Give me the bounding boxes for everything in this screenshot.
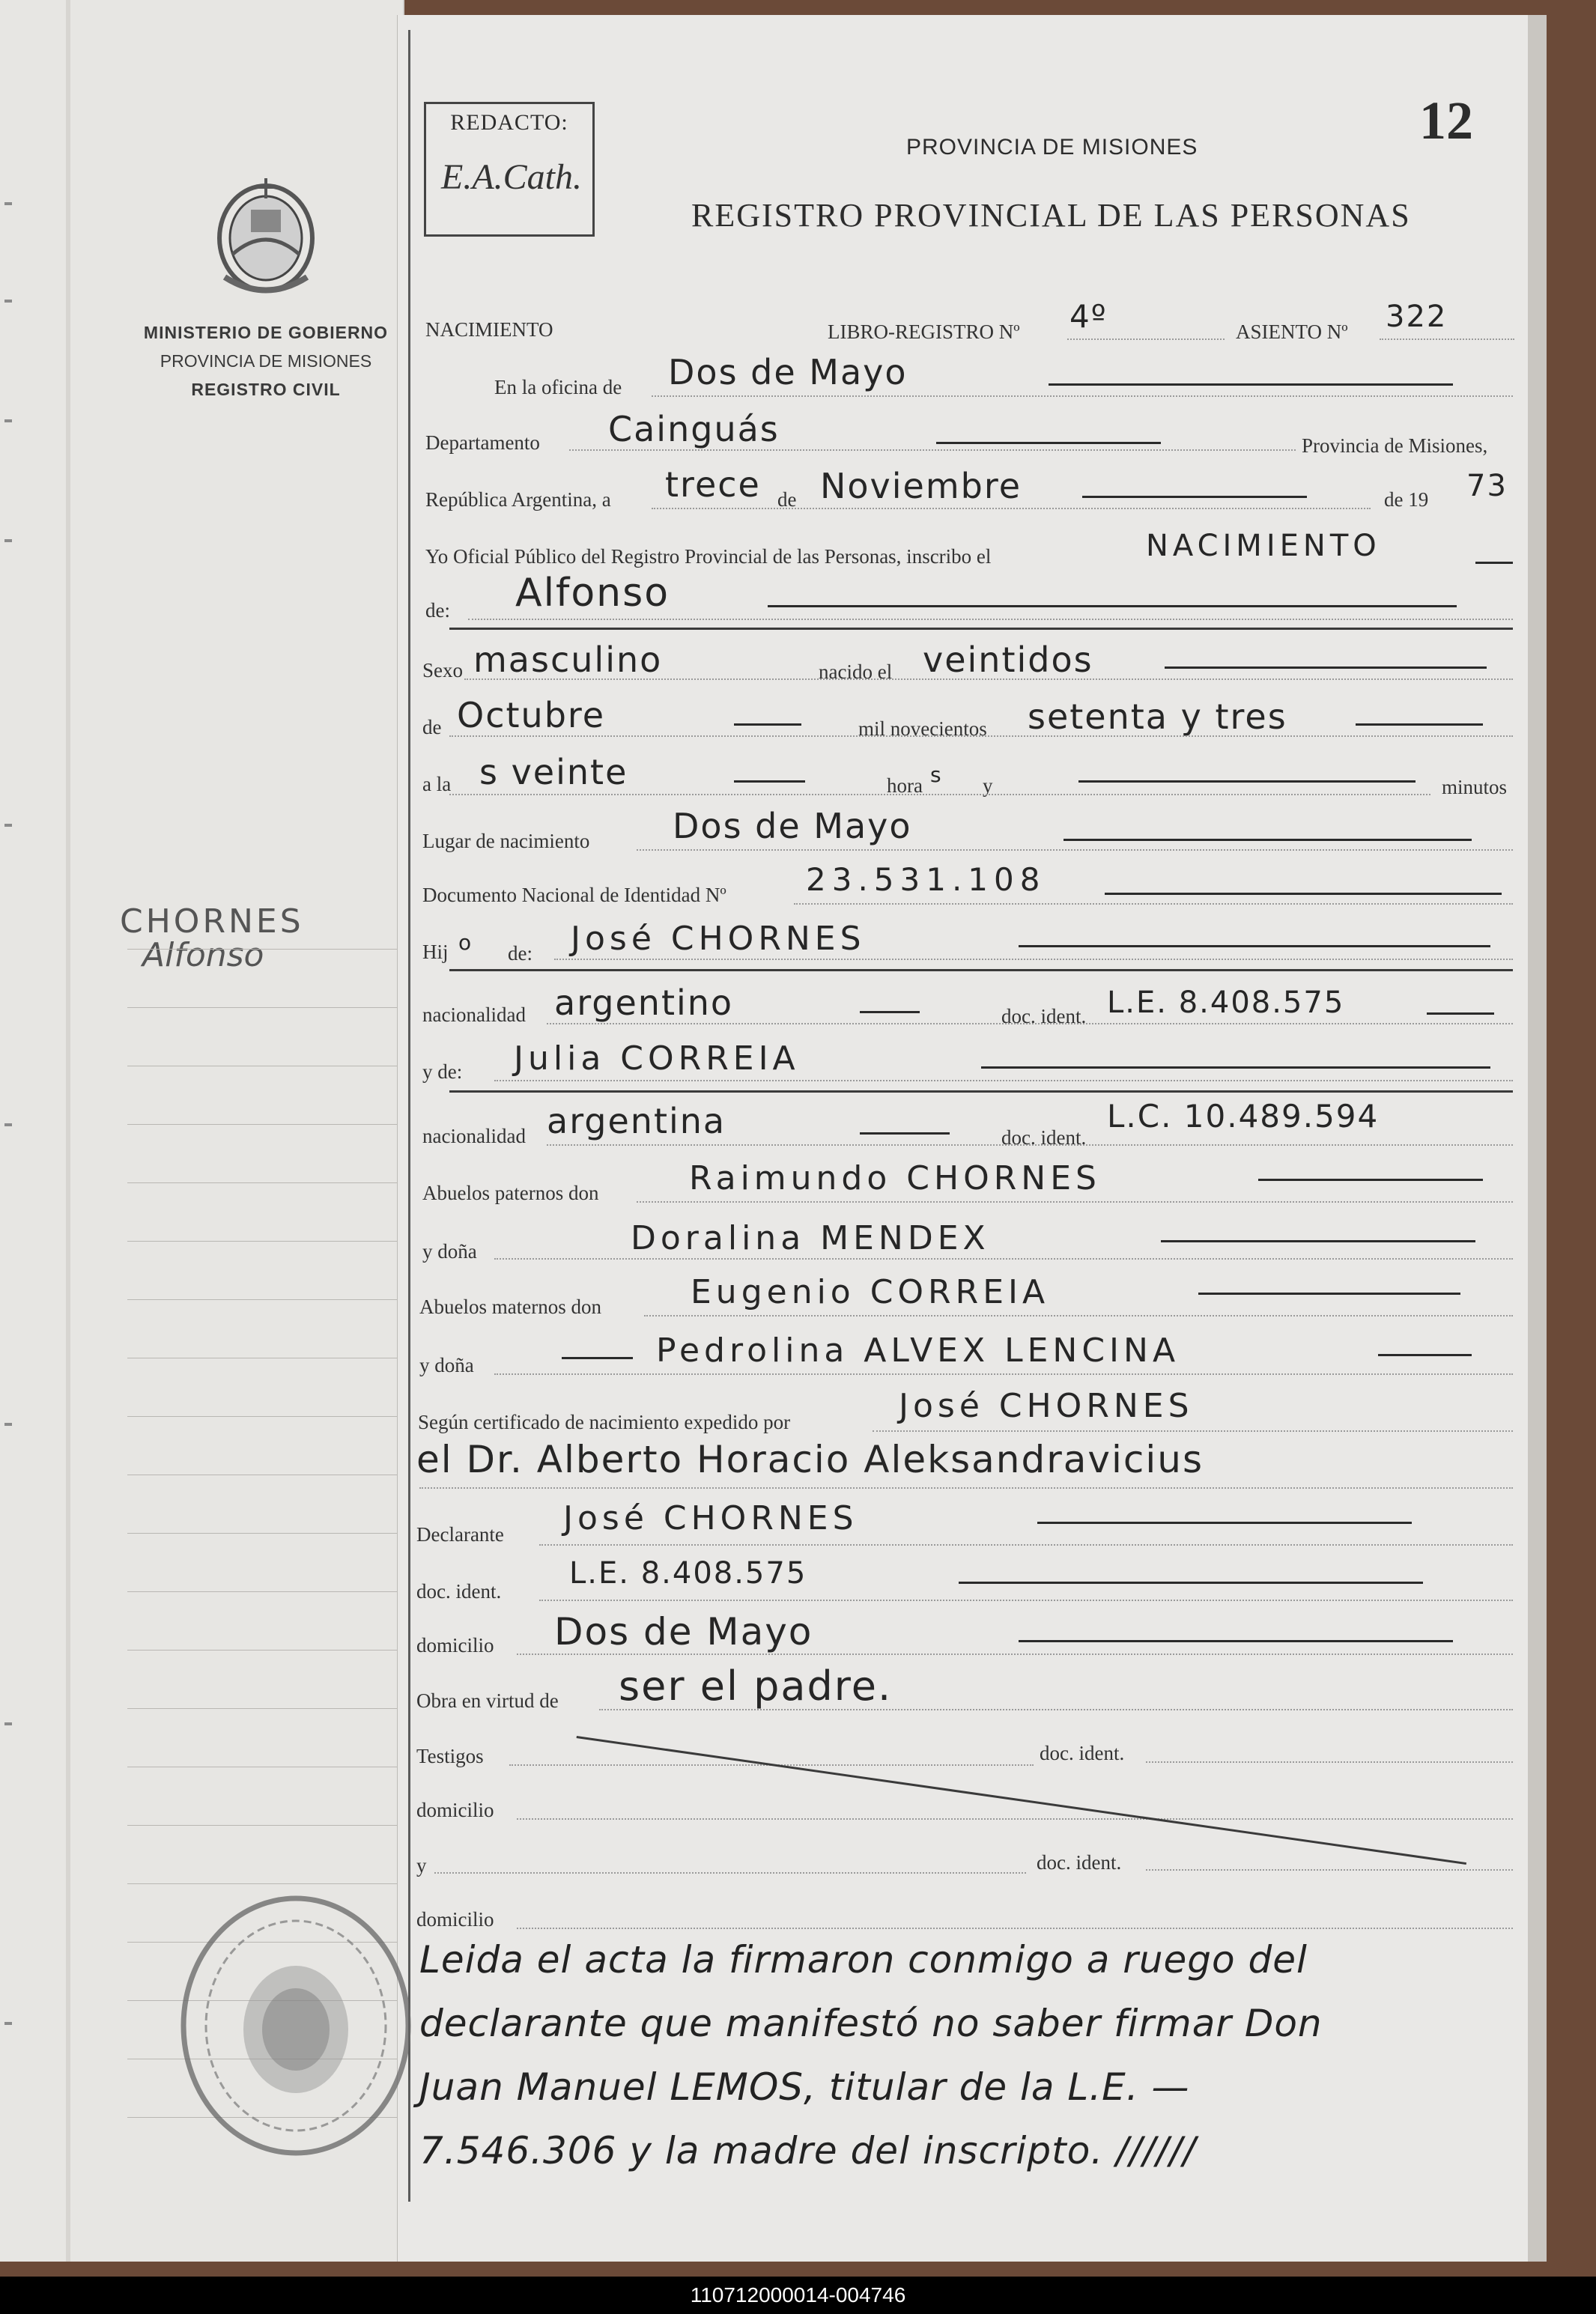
horas-suffix: s xyxy=(930,762,943,787)
anio-label: de 19 xyxy=(1384,488,1429,511)
fill-dash xyxy=(1165,666,1487,669)
margin-rule xyxy=(408,30,410,2202)
document-id: 110712000014-004746 xyxy=(690,2283,906,2307)
ab-mat-don-value: Eugenio CORREIA xyxy=(691,1273,1050,1311)
provincia-label: Provincia de Misiones, xyxy=(1302,434,1488,457)
section-rule xyxy=(449,969,1513,971)
yo-oficial-label: Yo Oficial Público del Registro Provincial de las Personas, inscribo el xyxy=(425,545,992,568)
page-edge xyxy=(1528,15,1547,2262)
margin-surname: CHORNES xyxy=(120,902,304,941)
padre-doc-value: L.E. 8.408.575 xyxy=(1107,986,1345,1020)
ministry-block xyxy=(120,318,412,404)
oficina-label: En la oficina de xyxy=(494,376,622,398)
dni-value: 23.531.108 xyxy=(806,861,1046,898)
fill-dash xyxy=(1064,839,1472,841)
fill-dash xyxy=(1378,1354,1472,1356)
testigos-doc-label: doc. ident. xyxy=(1040,1742,1125,1764)
fill-dash xyxy=(1082,496,1307,498)
dotted-line xyxy=(539,1600,1513,1601)
dotted-line xyxy=(434,1872,1026,1874)
domicilio-label: domicilio xyxy=(416,1634,494,1656)
minutos-label: minutos xyxy=(1442,776,1508,798)
declarante-doc-value: L.E. 8.408.575 xyxy=(569,1556,807,1591)
dotted-line xyxy=(449,794,1430,795)
ab-mat-label: Abuelos maternos don xyxy=(419,1296,601,1318)
segun-value: José CHORNES xyxy=(899,1387,1194,1425)
dni-label: Documento Nacional de Identidad Nº xyxy=(422,884,726,906)
dotted-line xyxy=(599,1709,1513,1710)
hole-mark xyxy=(4,419,12,422)
hole-mark xyxy=(4,1123,12,1126)
fill-dash xyxy=(734,780,805,783)
ab-mat-ydona-label: y doña xyxy=(419,1354,474,1376)
republica-label: República Argentina, a xyxy=(425,488,611,511)
dotted-line xyxy=(547,1144,1513,1146)
declarante-label: Declarante xyxy=(416,1523,504,1546)
fill-dash xyxy=(1049,383,1453,386)
ala-label: a la xyxy=(422,773,452,795)
dotted-line xyxy=(517,1818,1513,1820)
asiento-label: ASIENTO Nº xyxy=(1236,321,1348,343)
nombre-value: Alfonso xyxy=(515,571,670,616)
padre-doc-label: doc. ident. xyxy=(1001,1005,1087,1027)
domicilio-value: Dos de Mayo xyxy=(554,1610,813,1653)
fill-dash xyxy=(1198,1293,1460,1295)
oficina-value: Dos de Mayo xyxy=(668,352,908,392)
y-label: y xyxy=(983,774,993,797)
madre-doc-label: doc. ident. xyxy=(1001,1126,1087,1149)
margin-name: Alfonso xyxy=(142,936,264,974)
inscribo-value: NACIMIENTO xyxy=(1146,529,1381,563)
dotted-line xyxy=(637,849,1513,851)
de-mes-label: de xyxy=(422,716,442,738)
testigos2-domicilio-label: domicilio xyxy=(416,1908,494,1931)
nacido-label: nacido el xyxy=(819,661,893,683)
padre-nac-value: argentino xyxy=(554,983,734,1023)
hole-mark xyxy=(4,300,12,303)
libro-label: LIBRO-REGISTRO Nº xyxy=(828,321,1020,343)
mil-label: mil novecientos xyxy=(858,717,987,740)
ministry-line: MINISTERIO DE GOBIERNO xyxy=(143,323,389,342)
fill-dash xyxy=(936,442,1161,444)
hole-mark xyxy=(4,202,12,205)
section-rule xyxy=(449,1090,1513,1093)
dotted-line xyxy=(637,1201,1513,1203)
dotted-line xyxy=(464,678,1513,680)
fill-dash xyxy=(768,605,1457,607)
yde-label: y de: xyxy=(422,1060,463,1083)
fill-dash xyxy=(981,1066,1490,1069)
obra-label: Obra en virtud de xyxy=(416,1689,559,1712)
fill-dash xyxy=(1105,893,1502,895)
fill-dash xyxy=(562,1357,633,1359)
dotted-line xyxy=(652,395,1513,397)
fill-dash xyxy=(1161,1240,1475,1242)
fill-dash xyxy=(860,1011,920,1013)
nacimiento-label: NACIMIENTO xyxy=(425,318,553,341)
lugar-label: Lugar de nacimiento xyxy=(422,830,590,852)
dotted-line xyxy=(554,959,1513,960)
fill-dash xyxy=(860,1132,950,1135)
dotted-line xyxy=(468,619,1513,620)
ministry-line: PROVINCIA DE MISIONES xyxy=(160,351,372,371)
redacto-signature: E.A.Cath. xyxy=(441,157,582,197)
footer-id-bar xyxy=(0,2277,1596,2314)
libro-value: 4º xyxy=(1069,298,1108,335)
madre-value: Julia CORREIA xyxy=(514,1039,800,1078)
dotted-line xyxy=(517,1653,1513,1655)
testigos-domicilio-label: domicilio xyxy=(416,1799,494,1821)
hole-mark xyxy=(4,1423,12,1426)
anio-nac-value: setenta y tres xyxy=(1028,696,1287,737)
horas-label: hora xyxy=(887,774,923,797)
madre-doc-value: L.C. 10.489.594 xyxy=(1107,1098,1380,1135)
province-emblem-icon xyxy=(210,172,322,300)
padre-nac-label: nacionalidad xyxy=(422,1003,526,1026)
closing-line: Juan Manuel LEMOS, titular de la L.E. — xyxy=(419,2065,1190,2109)
ab-pat-label: Abuelos paternos don xyxy=(422,1182,599,1204)
fill-dash xyxy=(1078,780,1416,783)
ab-pat-dona-value: Doralina MENDEX xyxy=(631,1219,990,1257)
closing-statement xyxy=(419,1928,1520,2183)
fill-dash xyxy=(1258,1179,1483,1181)
departamento-value: Cainguás xyxy=(608,409,780,449)
dotted-line xyxy=(494,1373,1513,1375)
dotted-line xyxy=(1380,338,1514,340)
fill-dash xyxy=(1019,1640,1453,1642)
dotted-line xyxy=(1146,1761,1513,1763)
dotted-line xyxy=(644,1315,1513,1317)
y2-label: y xyxy=(416,1854,427,1877)
obra-value: ser el padre. xyxy=(619,1662,893,1710)
hijo-suffix: o xyxy=(458,930,473,955)
fill-dash xyxy=(1356,723,1483,726)
gutter xyxy=(66,0,70,2262)
testigos-label: Testigos xyxy=(416,1745,484,1767)
declarante-doc-label: doc. ident. xyxy=(416,1580,502,1603)
fill-dash xyxy=(959,1582,1423,1584)
ab-mat-dona-value: Pedrolina ALVEX LENCINA xyxy=(656,1331,1180,1370)
asiento-value: 322 xyxy=(1386,300,1448,334)
fill-dash xyxy=(1475,562,1513,564)
dotted-line xyxy=(539,1544,1513,1546)
sexo-label: Sexo xyxy=(422,659,463,681)
mes-value: Noviembre xyxy=(820,466,1022,506)
dotted-line xyxy=(494,1258,1513,1260)
madre-nac-label: nacionalidad xyxy=(422,1125,526,1147)
dotted-line xyxy=(794,903,1513,905)
hole-mark xyxy=(4,539,12,542)
closing-line: declarante que manifestó no saber firmar Don xyxy=(419,2002,1323,2045)
segun-value-2: el Dr. Alberto Horacio Aleksandravicius xyxy=(416,1438,1204,1481)
ministry-line: REGISTRO CIVIL xyxy=(191,380,341,399)
section-rule xyxy=(449,628,1513,630)
hole-mark xyxy=(4,2022,12,2025)
declarante-value: José CHORNES xyxy=(563,1499,858,1537)
segun-label: Según certificado de nacimiento expedido por xyxy=(418,1411,791,1433)
dotted-line xyxy=(873,1430,1513,1432)
dotted-line xyxy=(1067,338,1225,340)
fill-dash xyxy=(1037,1522,1412,1524)
padre-value: José CHORNES xyxy=(571,920,866,958)
hijo-de-label: de: xyxy=(508,942,532,965)
redacto-label: REDACTO: xyxy=(450,110,568,135)
dia-value: trece xyxy=(665,464,761,505)
redacto-box xyxy=(424,102,595,237)
registry-seal-icon xyxy=(172,1887,419,2164)
fill-dash xyxy=(1427,1012,1494,1015)
hole-mark xyxy=(4,1722,12,1725)
testigos2-doc-label: doc. ident. xyxy=(1037,1851,1122,1874)
hole-mark xyxy=(4,824,12,827)
anio-value: 73 xyxy=(1466,469,1508,503)
de-nombre-label: de: xyxy=(425,599,450,622)
departamento-label: Departamento xyxy=(425,431,540,454)
sexo-value: masculino xyxy=(473,640,663,680)
lugar-value: Dos de Mayo xyxy=(673,806,912,846)
madre-nac-value: argentina xyxy=(547,1101,726,1141)
fill-dash xyxy=(1019,945,1490,947)
dotted-line xyxy=(1146,1869,1513,1871)
closing-line: 7.546.306 y la madre del inscripto. ////// xyxy=(419,2129,1197,2172)
dotted-line xyxy=(449,735,1513,737)
dotted-line xyxy=(494,1080,1513,1081)
closing-line: Leida el acta la firmaron conmigo a ruego del xyxy=(419,1938,1308,1982)
nacido-value: veintidos xyxy=(923,640,1093,680)
province-title: PROVINCIA DE MISIONES xyxy=(906,135,1198,160)
hijo-label: Hij xyxy=(422,941,449,963)
ab-pat-don-value: Raimundo CHORNES xyxy=(689,1159,1101,1197)
dotted-line xyxy=(652,508,1371,509)
page-number: 12 xyxy=(1419,91,1473,151)
mes-nac-value: Octubre xyxy=(457,695,606,735)
dotted-line xyxy=(547,1023,1513,1024)
de-label: de xyxy=(777,488,797,511)
registry-title: REGISTRO PROVINCIAL DE LAS PERSONAS xyxy=(691,197,1411,234)
fill-dash xyxy=(734,723,801,726)
hora-value: s veinte xyxy=(479,752,628,792)
dotted-line xyxy=(569,449,1296,451)
dotted-line xyxy=(419,1487,1513,1489)
ydona-label: y doña xyxy=(422,1240,477,1263)
